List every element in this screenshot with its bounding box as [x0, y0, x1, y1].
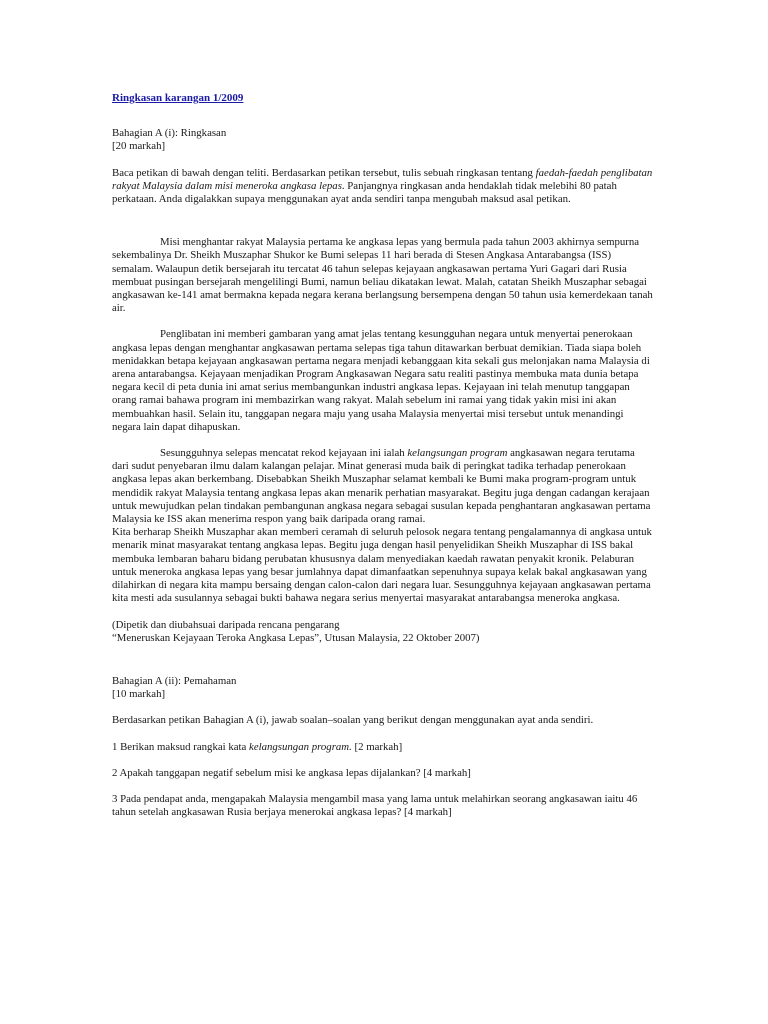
section-a1-instruction	[112, 167, 654, 207]
section-a1-heading: Bahagian A (i): Ringkasan	[112, 127, 227, 140]
p3-text-b: angkasawan negara terutama dari sudut penyebaran ilmu dalam kalangan pelajar. Minat generasi muda baik di peringkat tadika terhadap penerokaan angkasa lepas akan berkembang. Disebabkan Sheikh Muszaphar selamat kembali ke Bumi maka program-program untuk mendidik rakyat Malaysia tentang angkasa lepas akan menarik perhatian masyarakat. Begitu juga dengan cadangan kerajaan untuk mewujudkan pelan tindakan pembangunan angkasa negara sebagai susulan kepada penghantaran angkasawan pertama Malaysia ke ISS akan menerima respon yang baik daripada orang ramai.	[112, 447, 651, 526]
document-title-link[interactable]: Ringkasan karangan 1/2009	[112, 92, 244, 104]
section-a2-marks: [10 markah]	[112, 688, 166, 701]
question-2: 2 Apakah tanggapan negatif sebelum misi ke angkasa lepas dijalankan? [4 markah]	[112, 766, 471, 779]
section-a2-heading: Bahagian A (ii): Pemahaman	[112, 674, 237, 687]
passage-paragraph-1: Misi menghantar rakyat Malaysia pertama ke angkasa lepas yang bermula pada tahun 2003 akhirnya sempurna sekembalinya Dr. Sheikh Muszaphar Shukor ke Bumi selepas 11 hari berada di Stesen Angkasa Antarabangsa (ISS) semalam. Walaupun detik bersejarah itu tercatat 46 tahun selepas kejayaan angkasawan pertama Yuri Gagari dari Rusia membuat pusingan bersejarah mengelilingi Bumi, namun beliau dikatakan lewat. Malah, catatan Sheikh Muszaphar sebagai angkasawan ke-141 amat bermakna kepada negara kerana berlangsung bersempena dengan 50 tahun usia kemerdekaan tanah air.	[112, 236, 653, 315]
section-a2-instruction: Berdasarkan petikan Bahagian A (i), jawab soalan–soalan yang berikut dengan menggunakan ayat anda sendiri.	[112, 714, 594, 727]
instruction-text-b: . Panjangnya ringkasan anda hendaklah tidak melebihi 80 patah perkataan. Anda digalakkan supaya menggunakan ayat anda sendiri tanpa mengubah maksud asal petikan.	[112, 179, 617, 206]
source-line-2: “Meneruskan Kejayaan Teroka Angkasa Lepas”, Utusan Malaysia, 22 Oktober 2007)	[112, 631, 480, 644]
passage-paragraph-2: Penglibatan ini memberi gambaran yang amat jelas tentang kesungguhan negara untuk menyertai penerokaan angkasa lepas dengan menghantar angkasawan pertama selepas tiga tahun ditawarkan berbuat demikian. Tiada siapa boleh menidakkan betapa kejayaan angkasawan pertama negara menjadi kebanggaan kita sekali gus melonjakan nama Malaysia di arena antarabangsa. Kejayaan menjadikan Program Angkasawan Negara satu realiti pastinya membuka mata dunia betapa negara kecil di peta dunia ini amat serius membangunkan industri angkasa lepas. Kejayaan ini telah menutup tanggapan orang ramai bahawa program ini membazirkan wang rakyat. Malah sebelum ini ramai yang tidak yakin misi ini akan membuahkan hasil. Selain itu, tanggapan negara maju yang usaha Malaysia menyertai misi tersebut untuk menandingi negara lain dapat dihapuskan.	[112, 328, 650, 433]
question-3: 3 Pada pendapat anda, mengapakah Malaysia mengambil masa yang lama untuk melahirkan seorang angkasawan iaitu 46 tahun setelah angkasawan Rusia berjaya menerokai angkasa lepas? [4 markah]	[112, 792, 638, 819]
instruction-topic: faedah-faedah penglibatan rakyat Malaysia dalam misi meneroka angkasa lepas	[112, 166, 653, 192]
question-1	[112, 741, 654, 754]
passage-paragraph-4: Kita berharap Sheikh Muszaphar akan memberi ceramah di seluruh pelosok negara tentang pengalamannya di angkasa untuk menarik minat masyarakat tentang angkasa lepas. Begitu juga dengan hasil penyelidikan Sheikh Muszaphar di ISS bakal membuka lembaran baharu bidang perubatan khususnya dalam menyediakan kaedah rawatan penyakit kronik. Pelaburan untuk meneroka angkasa lepas yang besar jumlahnya dapat dimanfaatkan sepenuhnya supaya kelak bakal angkasawan yang dilahirkan di negara kita mampu bersaing dengan calon-calon dari negara luar. Sesungguhnya kejayaan angkasawan pertama kita mesti ada susulannya sebagai bukti bahawa negara serius menyertai masyarakat antarabangsa meneroka angkasa.	[112, 526, 652, 605]
instruction-text-a: Baca petikan di bawah dengan teliti. Berdasarkan petikan tersebut, tulis sebuah ringkasan tentang	[112, 166, 536, 179]
source-line-1: (Dipetik dan diubahsuai daripada rencana pengarang	[112, 618, 340, 631]
passage-paragraph-3	[112, 447, 654, 526]
q1-text-a: 1 Berikan maksud rangkai kata	[112, 740, 250, 753]
section-a1-marks: [20 markah]	[112, 140, 166, 153]
q1-text-b: [2 markah]	[351, 740, 403, 753]
q1-emphasis: kelangsungan program.	[249, 740, 352, 753]
p3-emphasis: kelangsungan program	[407, 447, 508, 460]
document-body	[112, 92, 654, 832]
p3-text-a: Sesungguhnya selepas mencatat rekod kejayaan ini ialah	[160, 447, 408, 460]
